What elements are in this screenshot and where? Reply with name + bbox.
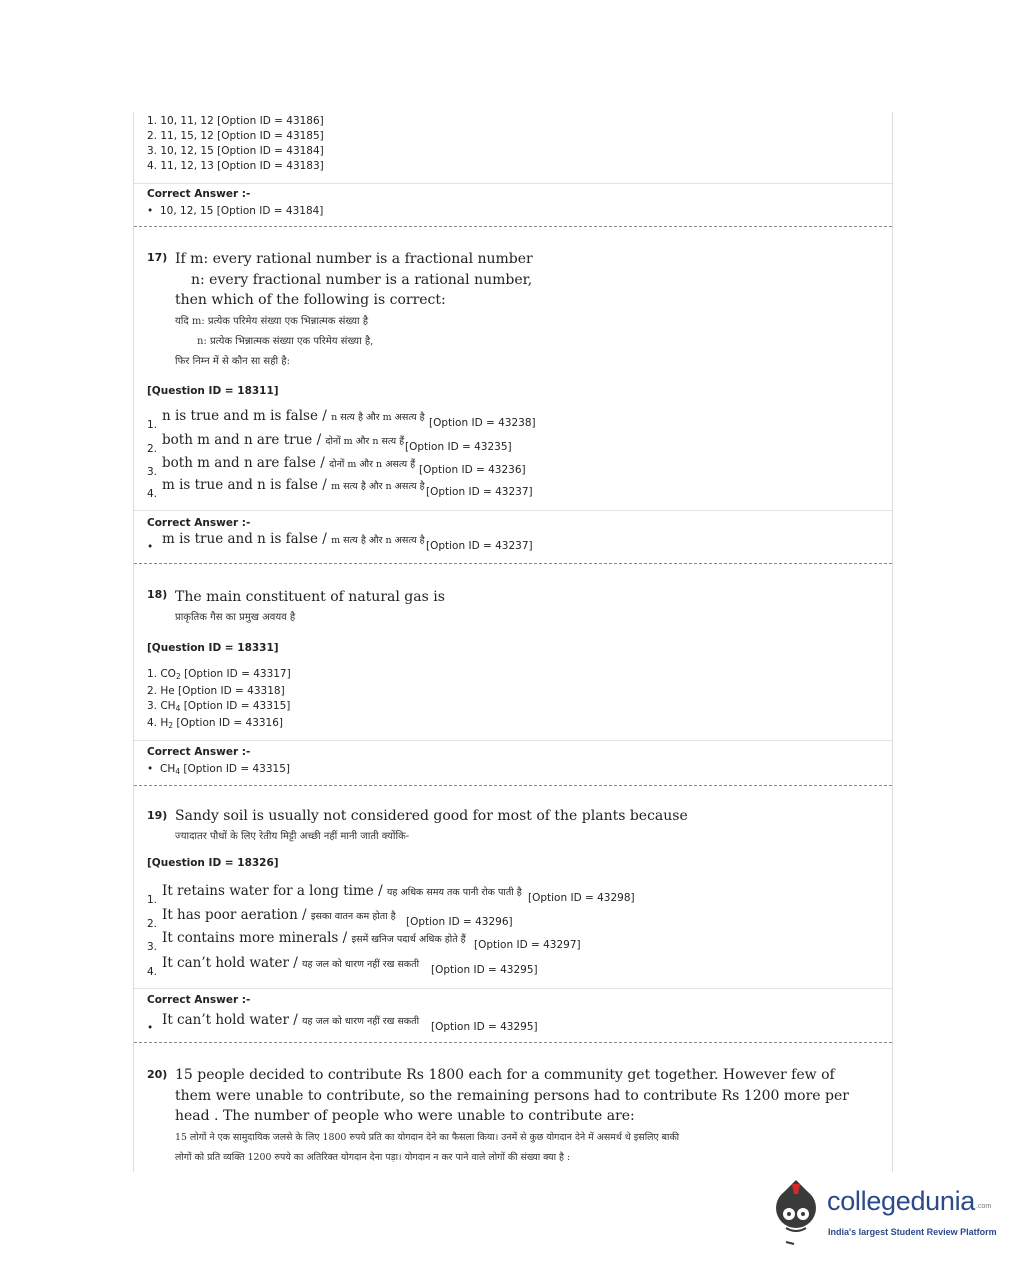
question-text-hi: प्राकृतिक गैस का प्रमुख अवयव है: [175, 612, 296, 623]
question-number: 20): [147, 1068, 168, 1081]
brand-name: collegedunia.com: [827, 1186, 992, 1216]
correct-answer-label: Correct Answer :-: [147, 188, 251, 200]
option-line: 2. He [Option ID = 43318]: [147, 685, 285, 697]
option-line: 3. 10, 12, 15 [Option ID = 43184]: [147, 145, 324, 157]
divider: [134, 988, 892, 989]
divider: [134, 740, 892, 741]
divider: [134, 183, 892, 184]
divider: [134, 510, 892, 511]
correct-answer-label: Correct Answer :-: [147, 746, 251, 758]
question-separator: [134, 563, 892, 564]
brand-tagline: India's largest Student Review Platform: [828, 1227, 997, 1237]
option-line: 4. 11, 12, 13 [Option ID = 43183]: [147, 160, 324, 172]
question-id: [Question ID = 18311]: [147, 385, 279, 397]
option-line: 1. 10, 11, 12 [Option ID = 43186]: [147, 115, 324, 127]
option-line: 2. 11, 15, 12 [Option ID = 43185]: [147, 130, 324, 142]
correct-answer-label: Correct Answer :-: [147, 994, 251, 1006]
question-number: 19): [147, 809, 168, 822]
question-number: 18): [147, 588, 168, 601]
correct-answer: • 10, 12, 15 [Option ID = 43184]: [147, 205, 324, 217]
question-separator: [134, 785, 892, 786]
question-number: 17): [147, 251, 168, 264]
question-paper-frame: 1. 10, 11, 12 [Option ID = 43186] 2. 11, 15, 12 [Option ID = 43185] 3. 10, 12, 15 [Option ID = 43184] 4. 11, 12, 13 [Option ID = 43183] Correct Answer :- • 10, 12, 15 [Option ID = 43184] 17) If m: every rational number is a fractional number n: every fractional number is a rational number, then which of the following is correct: यदि m: प्रत्येक परिमेय संख्या एक भिन्नात्मक संख्या है n: प्रत्येक भिन्नात्मक संख्या एक परिमेय संख्या है, फिर निम्न में से कौन सा सही है: [Question ID = 18311] 1. n is true and m is false / n सत्य है और m असत्य है [Option ID = 43238] 2. both m and n are true / दोनों m और n सत्य हैं [Option ID = 43235] 3. both m and n are false / दोनों m और n असत्य हैं [Option ID = 43236] 4. m is true and n is false / m सत्य है और n असत्य है [Option ID = 43237] Correct Answer :- • m is true and n is false / m सत्य है और n असत्य है [Option ID = 43237] 18) The main constituent of natural gas is प्राकृतिक गैस का प्रमुख अवयव है [Question ID = 18331] 1. $CO_2$ [Option ID = 43317] 2. He [Option ID = 43318] 3. $CH_4$ [Option ID = 43315] 4. $H_2$ [Option ID = 43316] Correct Answer :- • $CH_4$ [Option ID = 43315] 19) Sandy soil is usually not considered good for most of the plants because ज्यादातर पौधों के लिए रेतीय मिट्टी अच्छी नहीं मानी जाती क्योंकि- [Question ID = 18326] 1. It retains water for a long time / यह अधिक समय तक पानी रोक पाती है [Option ID = 43298] 2. It has poor aeration / इसका वातन कम होता है [Option ID = 43296] 3. It contains more minerals / इसमें खनिज पदार्थ अधिक होते हैं [Option ID = 43297] 4. It can’t hold water / यह जल को धारण नहीं रख सकती [Option ID = 43295] Correct Answer :- • It can’t hold water / यह जल को धारण नहीं रख सकती [Option ID = 43295] 20) 15 people decided to contribute Rs 1800 each for a community get together. However few of them were unable to contribute, so the remaining persons had to contribute Rs 1200 more per head . The number of people who were unable to contribute are: 15 लोगों ने एक सामुदायिक जलसे के लिए 1800 रुपये प्रति का योगदान देने का फैसला किया। उनमें से कुछ योगदान देने में असमर्थ थे इसलिए बाकी लोगों को प्रति व्यक्ति 1200 रुपये का अतिरिक्त योगदान देना पड़ा। योगदान न कर पाने वाले लोगों की संख्या क्या है :: [133, 112, 893, 1172]
question-id: [Question ID = 18331]: [147, 642, 279, 654]
question-separator: [134, 226, 892, 227]
question-text-en: 15 people decided to contribute Rs 1800 each for a community get together. However few of them were unable to contribute, so the remaining persons had to contribute Rs 1200 more per head . The number of people who were unable to contribute are:: [175, 1067, 849, 1124]
q18-options: [134, 667, 905, 733]
question-text-en: Sandy soil is usually not considered good for most of the plants because: [175, 808, 688, 824]
q16-options: [134, 114, 905, 174]
question-id: [Question ID = 18326]: [147, 857, 279, 869]
option-line: 3. $CH_4$ [Option ID = 43315]: [147, 700, 291, 713]
question-text-en: The main constituent of natural gas is: [175, 589, 445, 605]
question-text-hi: 15 लोगों ने एक सामुदायिक जलसे के लिए 1800 रुपये प्रति का योगदान देने का फैसला किया। उनमें से कुछ योगदान देने में असमर्थ थे इसलिए बाकी लोगों को प्रति व्यक्ति 1200 रुपये का अतिरिक्त योगदान देना पड़ा। योगदान न कर पाने वाले लोगों की संख्या क्या है :: [175, 1132, 680, 1163]
option-line: 1. $CO_2$ [Option ID = 43317]: [147, 668, 291, 681]
question-text-hi: यदि m: प्रत्येक परिमेय संख्या एक भिन्नात्मक संख्या है n: प्रत्येक भिन्नात्मक संख्या एक परिमेय संख्या है, फिर निम्न में से कौन सा सही है:: [175, 316, 374, 367]
correct-answer: • $CH_4$ [Option ID = 43315]: [147, 763, 290, 776]
question-separator: [134, 1042, 892, 1043]
correct-answer-label: Correct Answer :-: [147, 517, 251, 529]
option-line: 4. $H_2$ [Option ID = 43316]: [147, 717, 284, 730]
question-text-hi: ज्यादातर पौधों के लिए रेतीय मिट्टी अच्छी नहीं मानी जाती क्योंकि-: [175, 831, 410, 842]
question-text-en: If m: every rational number is a fractional number n: every fractional number is a rational number, then which of the following is correct:: [175, 251, 533, 308]
